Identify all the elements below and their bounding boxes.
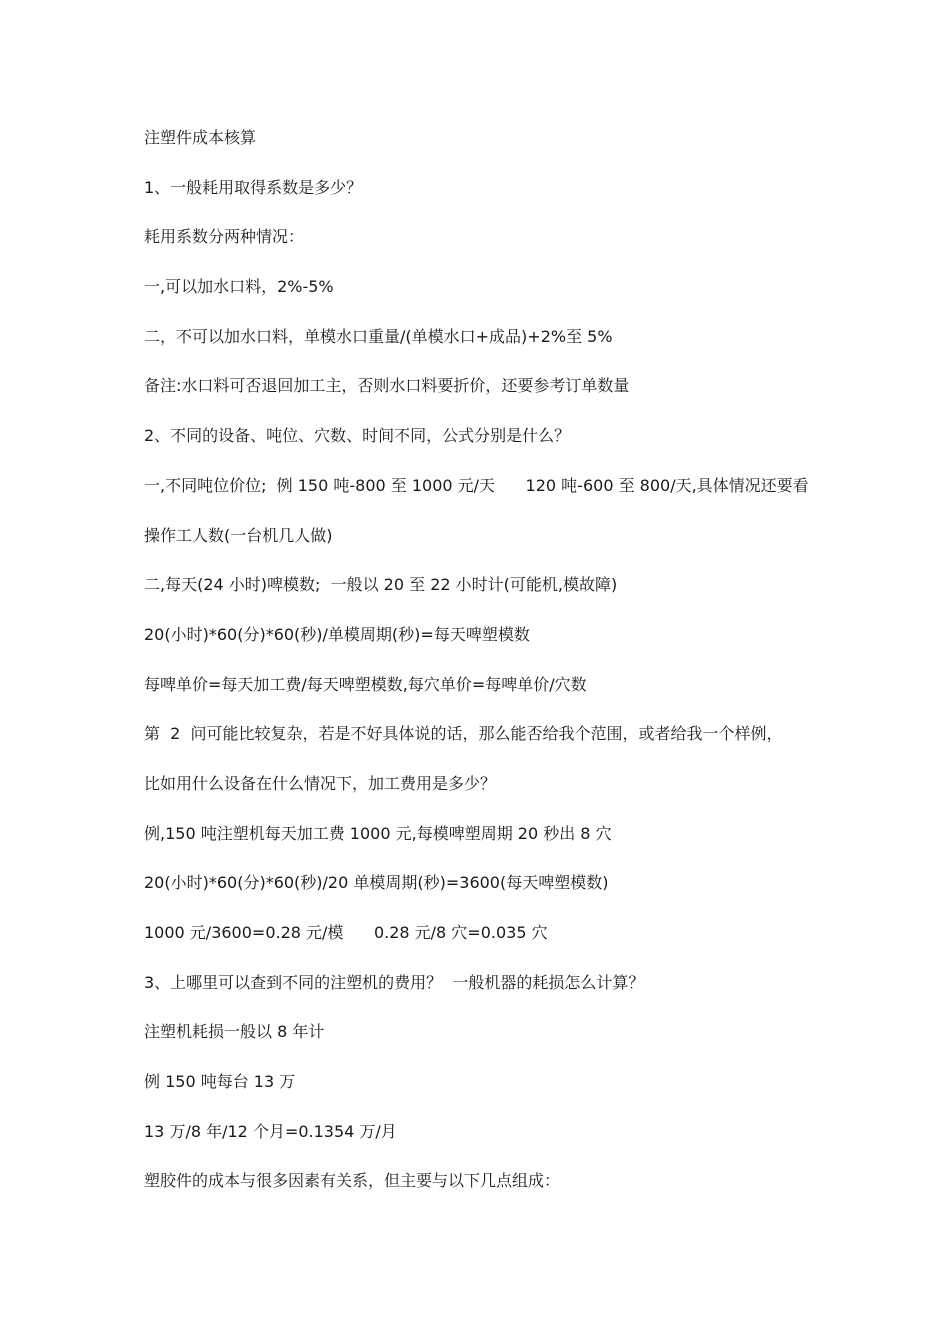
paragraph: 比如用什么设备在什么情况下，加工费用是多少？ <box>144 773 497 793</box>
paragraph: 注塑机耗损一般以 8 年计 <box>144 1022 325 1042</box>
paragraph: 塑胶件的成本与很多因素有关系，但主要与以下几点组成： <box>144 1171 561 1191</box>
question-1: 1、一般耗用取得系数是多少？ <box>144 177 363 197</box>
document-title: 注塑件成本核算 <box>144 128 257 147</box>
question-3: 3、上哪里可以查到不同的注塑机的费用？ 一般机器的耗损怎么计算？ <box>144 972 645 992</box>
paragraph: 第 2 问可能比较复杂，若是不好具体说的话，那么能否给我个范围，或者给我一个样例， <box>144 724 783 744</box>
example: 例 150 吨每台 13 万 <box>144 1072 296 1092</box>
formula: 每啤单价=每天加工费/每天啤塑模数,每穴单价=每啤单价/穴数 <box>144 674 587 694</box>
example: 例,150 吨注塑机每天加工费 1000 元,每模啤塑周期 20 秒出 8 穴 <box>144 823 612 843</box>
document-body <box>144 123 824 1216</box>
formula: 13 万/8 年/12 个月=0.1354 万/月 <box>144 1121 397 1141</box>
paragraph: 操作工人数(一台机几人做) <box>144 525 333 545</box>
paragraph: 耗用系数分两种情况： <box>144 227 305 247</box>
question-2: 2、不同的设备、吨位、穴数、时间不同，公式分别是什么？ <box>144 426 571 446</box>
paragraph: 备注:水口料可否退回加工主，否则水口料要折价，还要参考订单数量 <box>144 376 630 396</box>
formula: 20(小时)*60(分)*60(秒)/20 单模周期(秒)=3600(每天啤塑模数) <box>144 873 609 893</box>
paragraph: 二,每天(24 小时)啤模数; 一般以 20 至 22 小时计(可能机,模故障) <box>144 575 618 595</box>
formula: 1000 元/3600=0.28 元/模 0.28 元/8 穴=0.035 穴 <box>144 923 548 942</box>
formula: 20(小时)*60(分)*60(秒)/单模周期(秒)=每天啤塑模数 <box>144 624 530 644</box>
paragraph: 一,可以加水口料，2%-5% <box>144 277 334 297</box>
paragraph: 一,不同吨位价位; 例 150 吨-800 至 1000 元/天 120 吨-600 至 800/天,具体情况还要看 <box>144 475 809 495</box>
paragraph: 二，不可以加水口料，单模水口重量/(单模水口+成品)+2%至 5% <box>144 326 613 346</box>
